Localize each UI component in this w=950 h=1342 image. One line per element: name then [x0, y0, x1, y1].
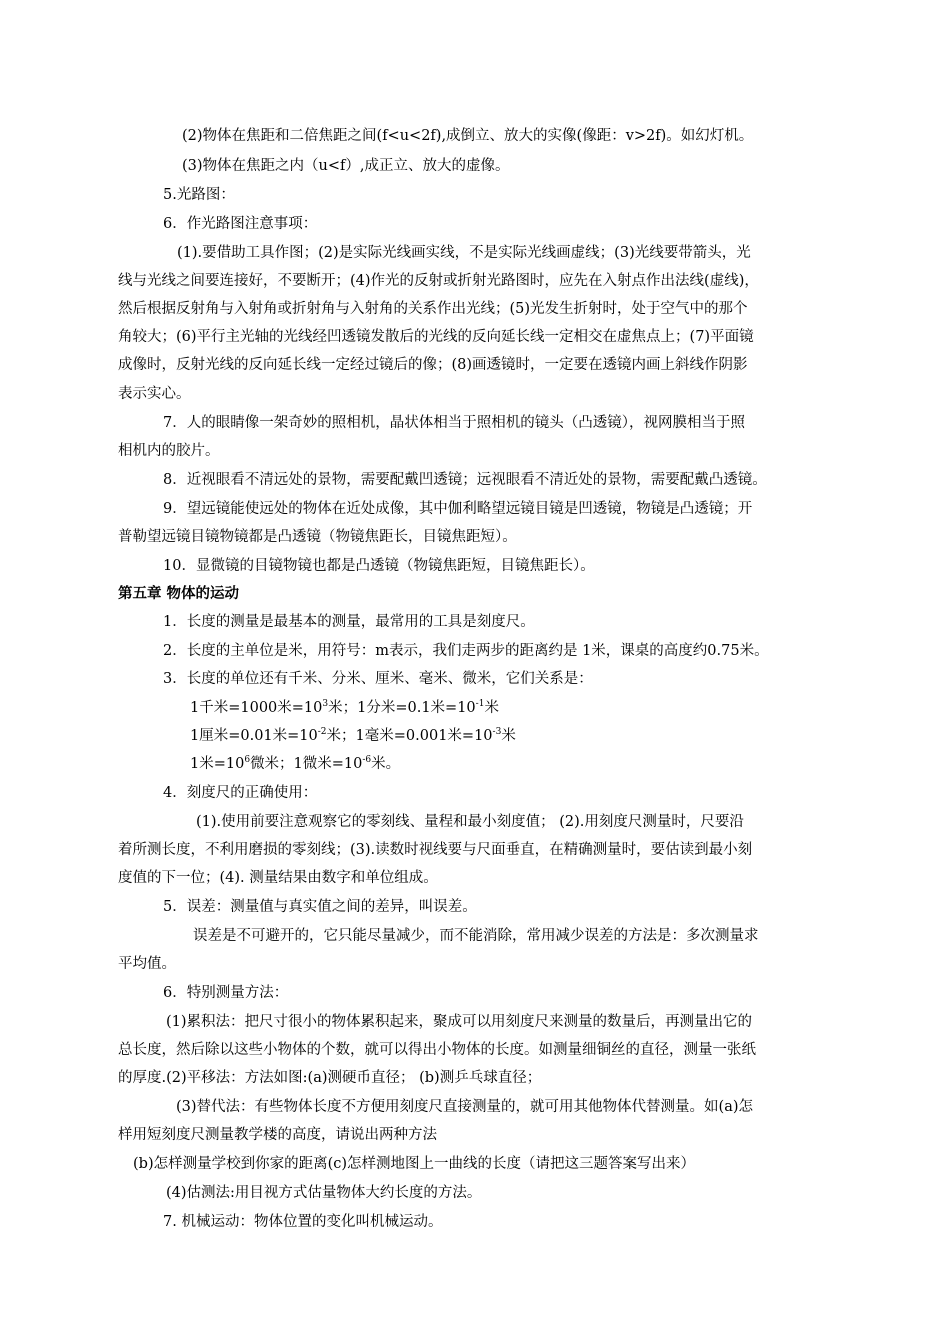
text-line: (3)替代法：有些物体长度不方便用刻度尺直接测量的，就可用其他物体代替测量。如(a)怎: [176, 1099, 753, 1115]
text-line: (1).使用前要注意观察它的零刻线、量程和最小刻度值； (2).用刻度尺测量时，尺要沿: [196, 814, 744, 830]
text-line: 度值的下一位；(4). 测量结果由数字和单位组成。: [118, 870, 438, 886]
text-line: 角较大；(6)平行主光轴的光线经凹透镜发散后的光线的反向延长线一定相交在虚焦点上；(7)平面镜: [118, 329, 754, 345]
unit-relation-line: 1米$=10^6$微米；1微米$=10^{-6}$米。: [190, 755, 401, 772]
text-line: (b)怎样测量学校到你家的距离(c)怎样测地图上一曲线的长度（请把这三题答案写出来）: [133, 1156, 696, 1172]
text-line: (4)估测法:用目视方式估量物体大约长度的方法。: [166, 1185, 482, 1201]
text-line: 5.光路图：: [163, 187, 235, 203]
text-line: 的厚度.(2)平移法：方法如图:(a)测硬币直径； (b)测乒乓球直径；: [118, 1070, 542, 1086]
text-line: 4．刻度尺的正确使用：: [163, 785, 318, 801]
unit-relation-line: 1千米=1000米$=10^3$米；1分米=0.1米$=10^{-1}$米: [190, 699, 499, 716]
text-line: 成像时，反射光线的反向延长线一定经过镜后的像；(8)画透镜时，一定要在透镜内画上斜线作阴影: [118, 357, 748, 373]
text-line: 10．显微镜的目镜物镜也都是凸透镜（物镜焦距短，目镜焦距长）。: [163, 558, 595, 574]
text-line: (1)累积法：把尺寸很小的物体累积起来，聚成可以用刻度尺来测量的数量后，再测量出它的: [166, 1014, 753, 1030]
text-line: (1).要借助工具作图；(2)是实际光线画实线，不是实际光线画虚线；(3)光线要带箭头，光: [177, 245, 751, 261]
text-line: 总长度，然后除以这些小物体的个数，就可以得出小物体的长度。如测量细铜丝的直径，测量一张纸: [118, 1042, 756, 1058]
text-line: 平均值。: [118, 956, 176, 972]
text-line: 6．特别测量方法：: [163, 985, 289, 1001]
text-line: 5．误差：测量值与真实值之间的差异，叫误差。: [163, 899, 477, 915]
text-line: 1．长度的测量是最基本的测量，最常用的工具是刻度尺。: [163, 614, 535, 630]
text-line: 普勒望远镜目镜物镜都是凸透镜（物镜焦距长，目镜焦距短）。: [118, 529, 517, 545]
text-line: 误差是不可避开的，它只能尽量减少，而不能消除，常用减少误差的方法是：多次测量求: [193, 928, 759, 944]
text-line: 然后根据反射角与入射角或折射角与入射角的关系作出光线；(5)光发生折射时，处于空气中的那个: [118, 301, 748, 317]
text-line: 线与光线之间要连接好，不要断开；(4)作光的反射或折射光路图时，应先在入射点作出法线(虚线)，: [118, 273, 759, 289]
text-line: 7. 机械运动：物体位置的变化叫机械运动。: [163, 1214, 443, 1230]
text-line: 样用短刻度尺测量教学楼的高度，请说出两种方法: [118, 1127, 437, 1143]
text-line: 相机内的胶片。: [118, 443, 220, 459]
unit-relation-line: 1厘米=0.01米$=10^{-2}$米；1毫米=0.001米$=10^{-3}$米: [190, 727, 516, 744]
text-line: 着所测长度，不利用磨损的零刻线；(3).读数时视线要与尺面垂直，在精确测量时，要估读到最小刻: [118, 842, 753, 858]
text-line: 2．长度的主单位是米，用符号：m表示，我们走两步的距离约是 1米，课桌的高度约0.75米。: [163, 643, 769, 659]
chapter-heading: 第五章 物体的运动: [118, 586, 240, 602]
text-line: 表示实心。: [118, 386, 191, 402]
text-line: 8．近视眼看不清远处的景物，需要配戴凹透镜；远视眼看不清近处的景物，需要配戴凸透镜。: [163, 472, 767, 488]
text-line: 3．长度的单位还有千米、分米、厘米、毫米、微米，它们关系是：: [163, 671, 593, 687]
text-line: (3)物体在焦距之内（u<f）,成正立、放大的虚像。: [182, 158, 510, 174]
text-line: 7．人的眼睛像一架奇妙的照相机，晶状体相当于照相机的镜头（凸透镜），视网膜相当于照: [163, 415, 745, 431]
text-line: 6．作光路图注意事项：: [163, 216, 318, 232]
text-line: 9．望远镜能使远处的物体在近处成像，其中伽利略望远镜目镜是凹透镜，物镜是凸透镜；开: [163, 501, 753, 517]
text-line: (2)物体在焦距和二倍焦距之间(f<u<2f),成倒立、放大的实像(像距：v>2f)。如幻灯机。: [182, 128, 754, 144]
